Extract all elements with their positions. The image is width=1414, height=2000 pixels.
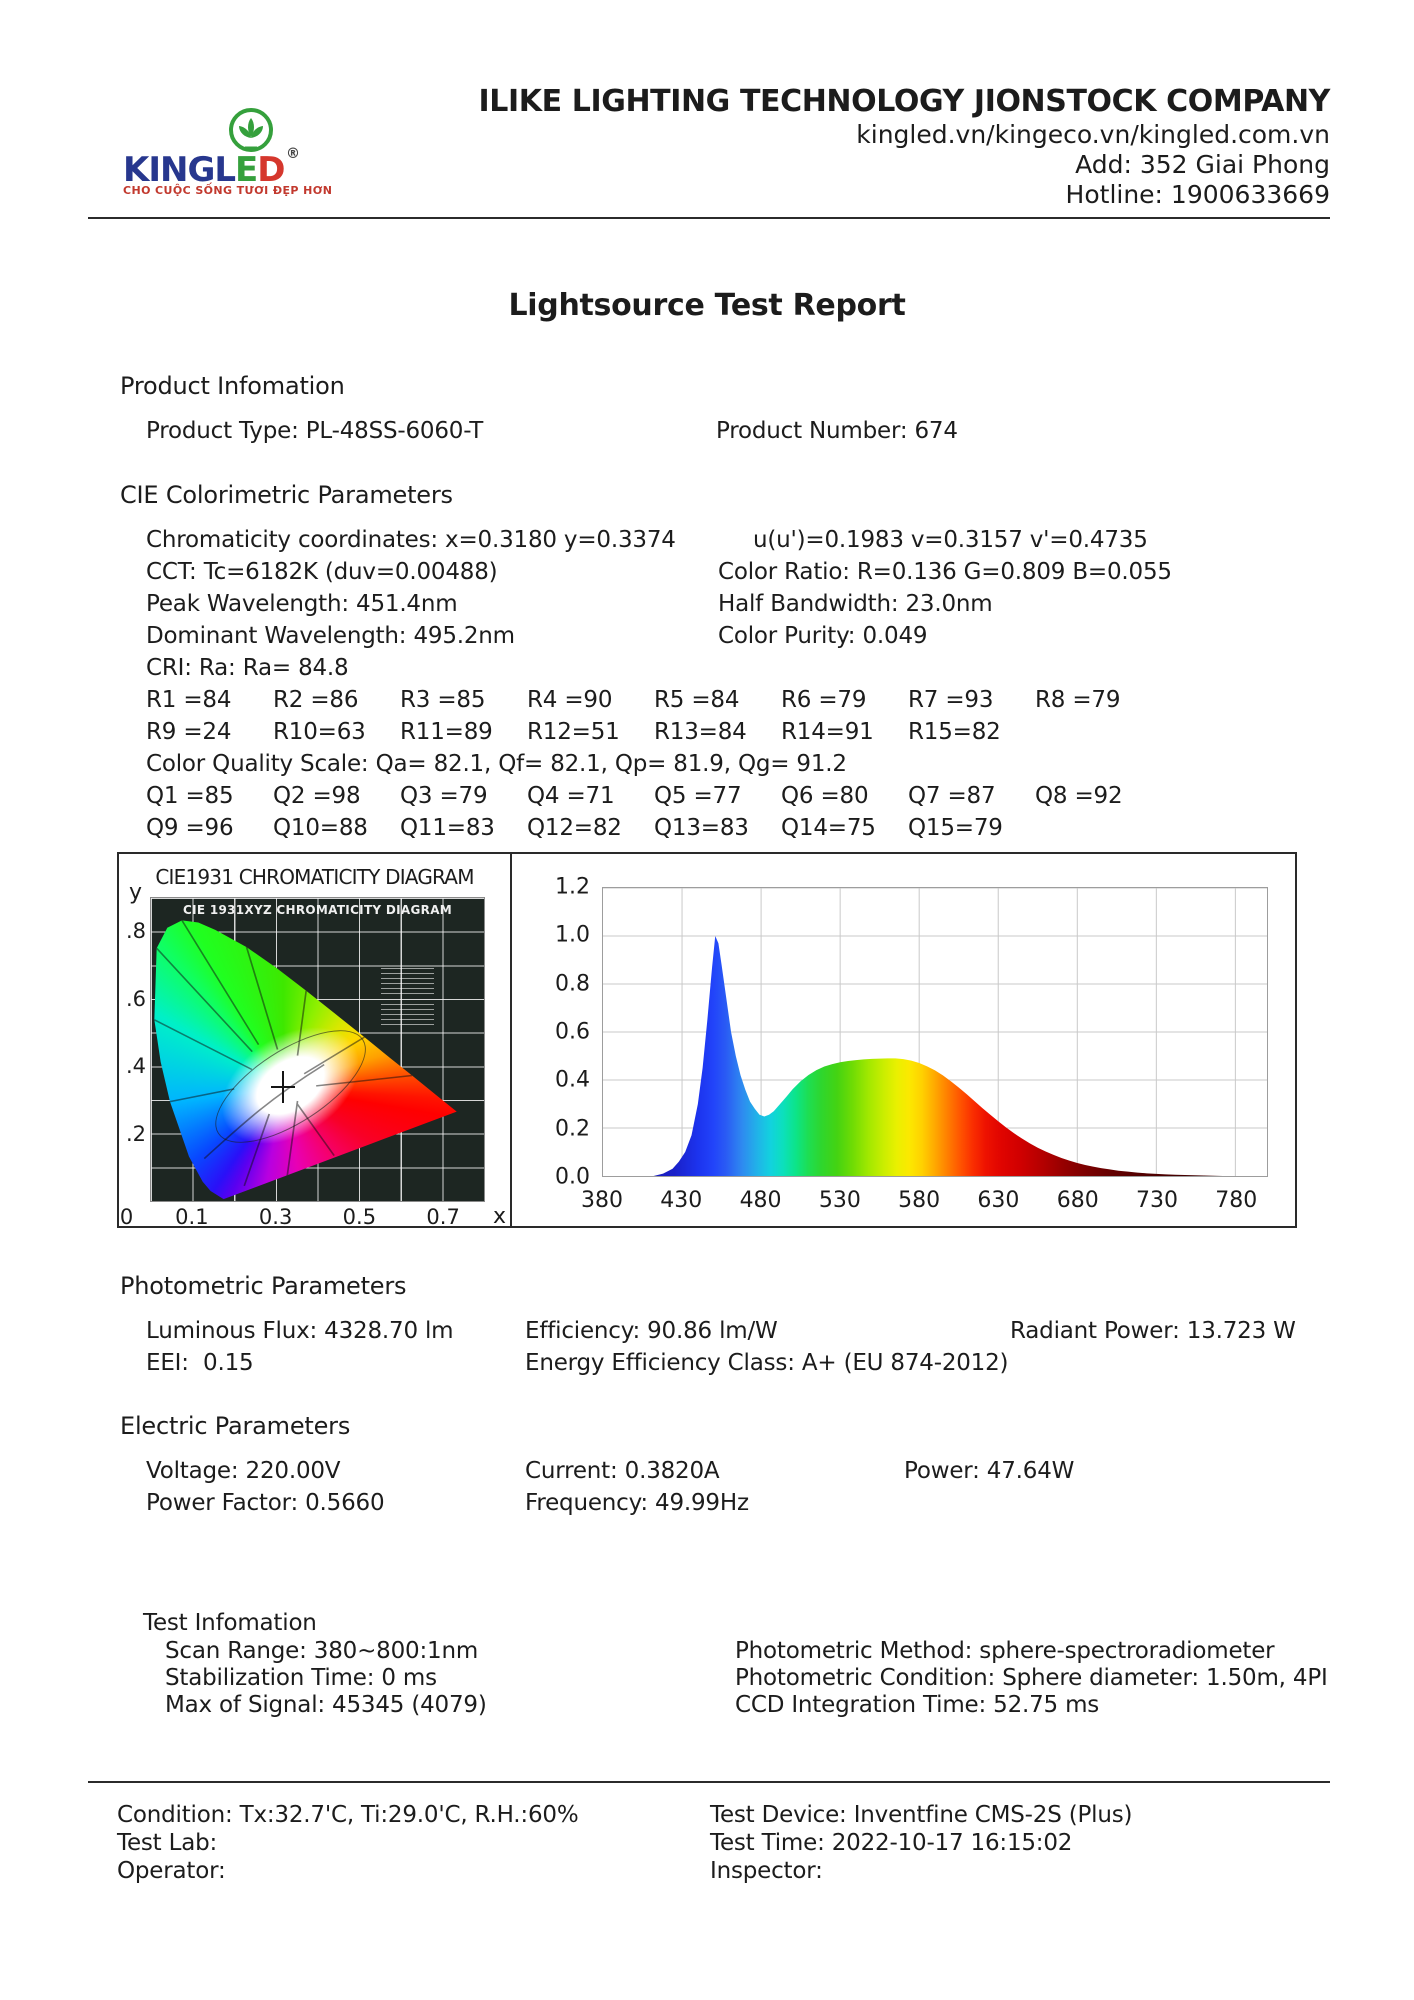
charts-panel (117, 852, 1297, 1228)
cie-spectral-locus (151, 898, 484, 1201)
max-of-signal: Max of Signal: 45345 (4079) (165, 1692, 487, 1718)
cqs-value-cell: Q10=88 (273, 815, 368, 841)
test-info-section-heading: Test Infomation (143, 1610, 317, 1636)
spectrum-y-tick: 0.0 (555, 1164, 590, 1190)
cie-x-tick: 0 (119, 1205, 134, 1229)
half-bandwidth: Half Bandwidth: 23.0nm (718, 591, 993, 617)
cie-y-tick-labels (119, 897, 146, 1202)
energy-efficiency-class: Energy Efficiency Class: A+ (EU 874-2012) (525, 1350, 1009, 1376)
voltage: Voltage: 220.00V (146, 1458, 341, 1484)
cri-value-cell: R13=84 (654, 719, 747, 745)
cri-value-cell: R12=51 (527, 719, 620, 745)
spectrum-y-tick-labels (512, 874, 590, 1190)
power: Power: 47.64W (904, 1458, 1075, 1484)
cqs-value-cell: Q8 =92 (1035, 783, 1123, 809)
cqs-value-cell: Q2 =98 (273, 783, 361, 809)
cqs-value-cell: Q13=83 (654, 815, 749, 841)
color-quality-scale: Color Quality Scale: Qa= 82.1, Qf= 82.1, Qp= 81.9, Qg= 91.2 (146, 751, 847, 777)
dominant-wavelength: Dominant Wavelength: 495.2nm (146, 623, 515, 649)
footer-operator: Operator: (117, 1858, 226, 1884)
cie-x-tick: 0.3 (258, 1205, 293, 1229)
footer-condition: Condition: Tx:32.7'C, Ti:29.0'C, R.H.:60% (117, 1802, 579, 1828)
cie-legend-lines-top (381, 968, 434, 995)
power-factor: Power Factor: 0.5660 (146, 1490, 385, 1516)
cqs-value-cell: Q7 =87 (908, 783, 996, 809)
cqs-value-cell: Q14=75 (781, 815, 876, 841)
cie-y-tick: .2 (125, 1122, 146, 1147)
photometric-condition: Photometric Condition: Sphere diameter: 1.50m, 4PI (735, 1665, 1328, 1691)
cie-y-tick: .4 (125, 1054, 146, 1079)
cri-value-cell: R15=82 (908, 719, 1001, 745)
spectrum-x-tick-labels (581, 1188, 1268, 1214)
cqs-value-cell: Q3 =79 (400, 783, 488, 809)
cie-section-heading: CIE Colorimetric Parameters (120, 481, 453, 509)
spectrum-y-tick: 0.8 (555, 971, 590, 997)
spectrum-x-tick: 780 (1215, 1188, 1258, 1213)
spectrum-x-tick: 430 (660, 1188, 703, 1213)
cqs-value-cell: Q9 =96 (146, 815, 234, 841)
cri-value-cell: R9 =24 (146, 719, 232, 745)
cqs-value-cell: Q6 =80 (781, 783, 869, 809)
spectrum-y-tick: 0.4 (555, 1067, 590, 1093)
chromaticity-coordinates: Chromaticity coordinates: x=0.3180 y=0.3374 (146, 527, 676, 553)
company-name: ILIKE LIGHTING TECHNOLOGY JIONSTOCK COMPANY (478, 84, 1330, 119)
cri-value-cell: R14=91 (781, 719, 874, 745)
footer-test-lab: Test Lab: (117, 1830, 218, 1856)
spectrum-chart (512, 854, 1295, 1226)
cri-value-cell: R8 =79 (1035, 687, 1121, 713)
cie-chart-title: CIE1931 CHROMATICITY DIAGRAM (155, 865, 474, 889)
cqs-value-cell: Q1 =85 (146, 783, 234, 809)
cri-value-cell: R5 =84 (654, 687, 740, 713)
spectrum-x-tick: 730 (1135, 1188, 1178, 1213)
radiant-power: Radiant Power: 13.723 W (1010, 1318, 1296, 1344)
spectrum-svg (603, 888, 1267, 1176)
spectrum-x-tick: 380 (581, 1188, 623, 1213)
cri-value-cell: R4 =90 (527, 687, 613, 713)
brand-text-e: E (235, 150, 258, 190)
cqs-value-cell: Q5 =77 (654, 783, 742, 809)
kingled-logo (123, 106, 343, 216)
frequency: Frequency: 49.99Hz (525, 1490, 749, 1516)
cqs-value-cell: Q11=83 (400, 815, 495, 841)
peak-wavelength: Peak Wavelength: 451.4nm (146, 591, 458, 617)
spectrum-y-tick: 1.2 (555, 874, 590, 900)
cri-value-cell: R3 =85 (400, 687, 486, 713)
spectrum-x-tick: 530 (818, 1188, 861, 1213)
cri-values-row-2 (146, 719, 1035, 745)
stabilization-time: Stabilization Time: 0 ms (165, 1665, 437, 1691)
efficiency: Efficiency: 90.86 lm/W (525, 1318, 778, 1344)
ccd-integration-time: CCD Integration Time: 52.75 ms (735, 1692, 1100, 1718)
company-header-block (330, 84, 1330, 210)
color-ratio: Color Ratio: R=0.136 G=0.809 B=0.055 (718, 559, 1172, 585)
footer-test-time: Test Time: 2022-10-17 16:15:02 (710, 1830, 1073, 1856)
cie-x-axis-label: x (492, 1204, 506, 1229)
cqs-values-row-1 (146, 783, 1162, 809)
registered-trademark-icon: ® (286, 146, 300, 162)
cri-value-cell: R7 =93 (908, 687, 994, 713)
cri-value-cell: R11=89 (400, 719, 493, 745)
electric-section-heading: Electric Parameters (120, 1412, 351, 1440)
eei-value: EEI: 0.15 (146, 1350, 254, 1376)
cqs-value-cell: Q12=82 (527, 815, 622, 841)
spectrum-y-tick: 1.0 (555, 922, 590, 948)
header-divider (88, 217, 1330, 219)
company-address: Add: 352 Giai Phong (1075, 150, 1330, 179)
footer-inspector: Inspector: (710, 1858, 823, 1884)
luminous-flux: Luminous Flux: 4328.70 lm (146, 1318, 454, 1344)
footer-test-device: Test Device: Inventfine CMS-2S (Plus) (710, 1802, 1133, 1828)
brand-text-d: D (257, 150, 285, 190)
cie-y-tick: .8 (125, 918, 146, 943)
brand-tagline: CHO CUỘC SỐNG TƯƠI ĐẸP HƠN (123, 184, 333, 197)
cie-x-tick: 0.7 (426, 1205, 460, 1229)
cqs-value-cell: Q15=79 (908, 815, 1003, 841)
product-type: Product Type: PL-48SS-6060-T (146, 418, 484, 444)
scan-range: Scan Range: 380~800:1nm (165, 1638, 479, 1664)
spectrum-y-tick: 0.6 (555, 1019, 590, 1045)
cqs-values-row-2 (146, 815, 1035, 841)
spectrum-y-tick: 0.2 (555, 1116, 590, 1142)
cie-inner-title: CIE 1931XYZ CHROMATICITY DIAGRAM (182, 903, 453, 917)
cie-y-axis-label: y (129, 880, 143, 905)
cie-x-tick: 0.1 (175, 1205, 209, 1229)
spectrum-x-tick: 630 (977, 1188, 1020, 1213)
cie-region-boundary-lines (151, 898, 484, 1201)
product-number: Product Number: 674 (716, 418, 958, 444)
spectrum-x-tick: 680 (1056, 1188, 1099, 1213)
cri-value-cell: R6 =79 (781, 687, 867, 713)
cie-chromaticity-chart (119, 854, 512, 1229)
page-title: Lightsource Test Report (508, 288, 906, 323)
cie-legend-lines-bottom (381, 1004, 434, 1025)
current: Current: 0.3820A (525, 1458, 720, 1484)
product-section-heading: Product Infomation (120, 372, 345, 400)
footer-divider (88, 1781, 1330, 1783)
cri-value-cell: R10=63 (273, 719, 366, 745)
cie-x-tick-labels (119, 1205, 485, 1229)
cri-values-row-1 (146, 687, 1162, 713)
marker-horizontal-line (271, 1086, 295, 1088)
color-purity: Color Purity: 0.049 (718, 623, 928, 649)
cie-y-tick: .6 (125, 986, 146, 1011)
cie-diagram-image (150, 897, 485, 1202)
spectrum-plot-area (602, 887, 1268, 1177)
uv-coordinates: u(u')=0.1983 v=0.3157 v'=0.4735 (753, 527, 1148, 553)
cri-value-cell: R2 =86 (273, 687, 359, 713)
company-hotline: Hotline: 1900633669 (1065, 180, 1330, 209)
company-website: kingled.vn/kingeco.vn/kingled.com.vn (856, 120, 1330, 149)
photometric-method: Photometric Method: sphere-spectroradiometer (735, 1638, 1275, 1664)
spectrum-x-tick: 580 (898, 1188, 941, 1213)
brand-text-kingl: KINGL (123, 150, 236, 190)
spectrum-x-tick: 480 (739, 1188, 782, 1213)
photometric-section-heading: Photometric Parameters (120, 1272, 407, 1300)
cie-x-tick: 0.5 (342, 1205, 377, 1229)
cri-value-cell: R1 =84 (146, 687, 232, 713)
cct-value: CCT: Tc=6182K (duv=0.00488) (146, 559, 498, 585)
cqs-value-cell: Q4 =71 (527, 783, 615, 809)
cri-value: CRI: Ra: Ra= 84.8 (146, 655, 349, 681)
